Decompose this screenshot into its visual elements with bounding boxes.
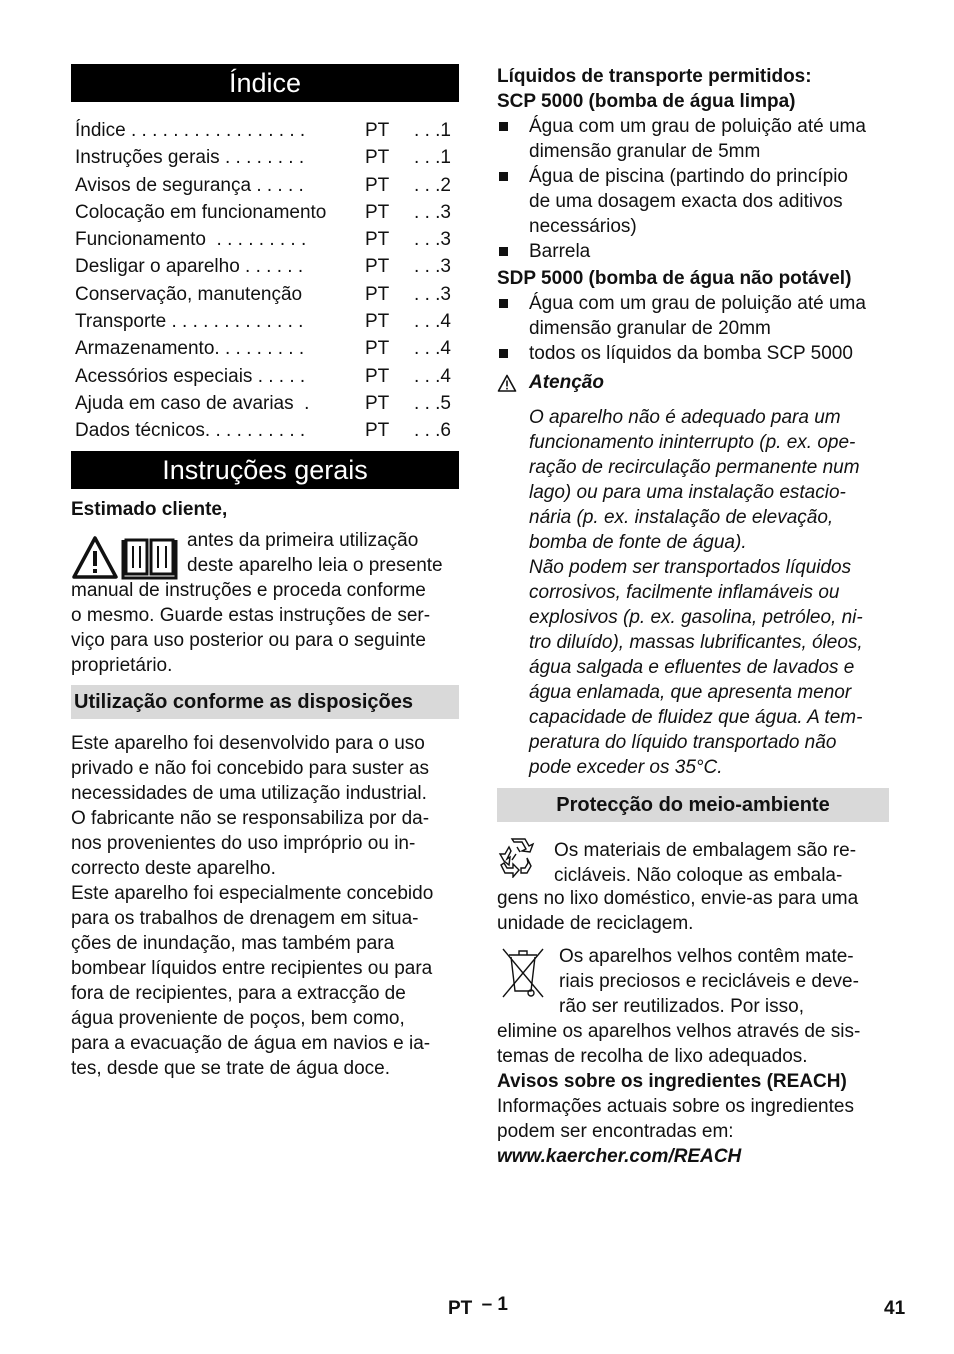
toc-page: . . .4 [414,338,451,360]
usage-line: água proveniente de poços, bem como, [71,1007,405,1029]
toc-page: . . .5 [414,392,451,414]
scp-list [497,114,889,264]
dear-customer: Estimado cliente, [71,498,228,520]
weee-block [497,944,889,1019]
toc-page: . . .3 [414,283,451,305]
usage-line: para a evacuação de água em navios e ia- [71,1032,431,1054]
toc-row[interactable] [71,253,459,280]
attention-line: ração de recirculação permanente num [529,457,860,478]
bullet-square-icon [499,299,508,308]
footer-section [448,1294,508,1320]
toc-title: Colocação em funcionamento [75,201,327,223]
usage-text [71,731,459,1081]
reach-text-1: Informações actuais sobre os ingredientes [497,1096,854,1117]
scp-heading: SCP 5000 (bomba de água limpa) [497,91,796,112]
toc-page: . . .4 [414,311,451,333]
attention-row [497,370,889,395]
toc-lang: PT [365,338,390,360]
toc-title: Conservação, manutenção [75,283,303,305]
warning-read-manual-icon [71,532,179,580]
bullet-square-icon [499,122,508,131]
toc-title: Armazenamento. . . . . . . . . [75,338,305,360]
attention-line: funcionamento ininterrupto (p. ex. ope- [529,432,856,453]
toc-row[interactable] [71,281,459,308]
sdp-list [497,291,889,366]
toc-row[interactable] [71,363,459,390]
toc-title: Índice . . . . . . . . . . . . . . . . . [75,120,306,141]
usage-line: Este aparelho foi especialmente concebido [71,882,434,904]
attention-line: corrosivos, facilmente inflamáveis ou [529,582,840,603]
reach-heading: Avisos sobre os ingredientes (REACH) [497,1071,847,1092]
toc-lang: PT [365,201,390,223]
toc-lang: PT [365,365,390,387]
footer-lang: PT [448,1298,473,1319]
toc-lang: PT [365,283,390,305]
toc-row[interactable] [71,199,459,226]
toc-row[interactable] [71,417,459,444]
toc-row[interactable] [71,144,459,171]
usage-line: ções de inundação, mas também para [71,932,395,954]
attention-line: pode exceder os 35°C. [529,757,723,778]
list-item-line: necessários) [529,216,637,237]
toc-lang: PT [365,311,390,333]
recycle-line-2: cicláveis. Não coloque as embala- [554,865,843,886]
general-instructions-heading: Instruções gerais [71,451,459,489]
index-heading: Índice [71,64,459,102]
intro-line-2: deste aparelho leia o presente [187,554,443,576]
bullet-square-icon [499,172,508,181]
warning-icon [497,374,517,392]
intro-block [71,526,459,676]
toc-row[interactable] [71,308,459,335]
toc-page: . . .3 [414,201,451,223]
toc-page: . . .3 [414,229,451,251]
usage-line: correcto deste aparelho. [71,857,276,879]
usage-line: privado e não foi concebido para suster as [71,757,430,779]
attention-line: lago) ou para uma instalação estacio- [529,482,846,503]
toc-row[interactable] [71,390,459,417]
recycle-line-1: Os materiais de embalagem são re- [554,840,857,861]
usage-line: necessidades de uma utilização industrial. [71,782,427,804]
toc-row[interactable] [71,172,459,199]
intro-line-4: o mesmo. Guarde estas instruções de ser- [71,604,431,626]
list-item-line: Água de piscina (partindo do princípio [529,166,848,187]
recycle-text-4: unidade de reciclagem. [497,913,694,934]
liquids-heading: Líquidos de transporte permitidos: [497,66,812,87]
list-item-line: dimensão granular de 5mm [529,141,761,162]
list-item [497,164,889,239]
environment-heading: Protecção do meio-ambiente [497,788,889,822]
toc-lang: PT [365,420,390,442]
usage-line: tes, desde que se trate de água doce. [71,1057,391,1079]
recycle-icon [497,838,539,878]
toc-title: Avisos de segurança . . . . . [75,174,304,196]
toc-title: Funcionamento . . . . . . . . . [75,229,307,251]
list-item-line: dimensão granular de 20mm [529,318,771,339]
attention-line: explosivos (p. ex. gasolina, petróleo, ni- [529,607,863,628]
list-item [497,291,889,341]
toc-title: Ajuda em caso de avarias . [75,392,310,414]
weee-text-4: elimine os aparelhos velhos através de sis- [497,1021,861,1042]
toc-lang: PT [365,229,390,251]
left-column [71,64,459,1081]
toc-lang: PT [365,256,390,278]
weee-line-3: rão ser reutilizados. Por isso, [559,996,804,1017]
list-item-line: todos os líquidos da bomba SCP 5000 [529,343,853,364]
list-item-line: de uma dosagem exacta dos aditivos [529,191,843,212]
list-item-line: Barrela [529,241,591,262]
attention-text [497,405,889,780]
reach-link[interactable]: www.kaercher.com/REACH [497,1146,742,1167]
usage-line: bombear líquidos entre recipientes ou para [71,957,433,979]
attention-line: bomba de fonte de água). [529,532,747,553]
intro-line-6: proprietário. [71,654,173,676]
recycle-block [497,836,889,886]
toc-page: . . .3 [414,256,451,278]
table-of-contents [71,117,459,445]
attention-line: Não podem ser transportados líquidos [529,557,852,578]
list-item-line: Água com um grau de poluição até uma [529,116,866,137]
crossed-bin-icon [501,947,545,999]
toc-title: Desligar o aparelho . . . . . . [75,256,304,278]
list-item [497,341,889,366]
toc-page: . . .2 [414,174,451,196]
toc-row[interactable] [71,117,459,144]
toc-lang: PT [365,120,390,141]
intro-line-5: viço para uso posterior ou para o seguinte [71,629,426,651]
toc-page: . . .4 [414,365,451,387]
toc-title: Instruções gerais . . . . . . . . [75,147,305,169]
intro-line-1: antes da primeira utilização [187,529,419,551]
attention-line: O aparelho não é adequado para um [529,407,841,428]
toc-row[interactable] [71,226,459,253]
intro-line-3: manual de instruções e proceda conforme [71,579,426,601]
toc-title: Transporte . . . . . . . . . . . . . [75,311,304,333]
right-column [497,64,889,1169]
toc-lang: PT [365,392,390,414]
attention-line: peratura do líquido transportado não [529,732,837,753]
page-number: 41 [884,1298,906,1319]
toc-row[interactable] [71,335,459,362]
reach-text-2: podem ser encontradas em: [497,1121,734,1142]
weee-line-1: Os aparelhos velhos contêm mate- [559,946,854,967]
usage-line: nos provenientes do uso impróprio ou in- [71,832,416,854]
sdp-heading: SDP 5000 (bomba de água não potável) [497,268,852,289]
toc-title: Dados técnicos. . . . . . . . . . [75,420,306,442]
usage-line: para os trabalhos de drenagem em situa- [71,907,419,929]
recycle-text-3: gens no lixo doméstico, envie-as para uma [497,888,859,909]
footer-page-dash: – 1 [481,1294,508,1315]
attention-line: água enlamada, que apresenta menor [529,682,852,703]
list-item [497,114,889,164]
toc-page: . . .6 [414,420,451,442]
toc-title: Acessórios especiais . . . . . [75,365,306,387]
usage-heading: Utilização conforme as disposições [71,685,459,719]
usage-line: O fabricante não se responsabiliza por da- [71,807,430,829]
list-item-line: Água com um grau de poluição até uma [529,293,866,314]
toc-lang: PT [365,174,390,196]
usage-line: Este aparelho foi desenvolvido para o uso [71,732,425,754]
attention-line: água salgada e efluentes de lavados e [529,657,855,678]
bullet-square-icon [499,349,508,358]
usage-line: fora de recipientes, para a extracção de [71,982,406,1004]
bullet-square-icon [499,247,508,256]
toc-lang: PT [365,147,390,169]
toc-page: . . .1 [414,120,451,141]
weee-text-5: temas de recolha de lixo adequados. [497,1046,808,1067]
list-item [497,239,889,264]
attention-line: capacidade de fluidez que água. A tem- [529,707,863,728]
attention-label: Atenção [529,372,604,393]
attention-line: nária (p. ex. instalação de elevação, [529,507,834,528]
weee-line-2: riais preciosos e recicláveis e deve- [559,971,859,992]
attention-line: tro diluído), massas lubrificantes, óleos, [529,632,863,653]
toc-page: . . .1 [414,147,451,169]
